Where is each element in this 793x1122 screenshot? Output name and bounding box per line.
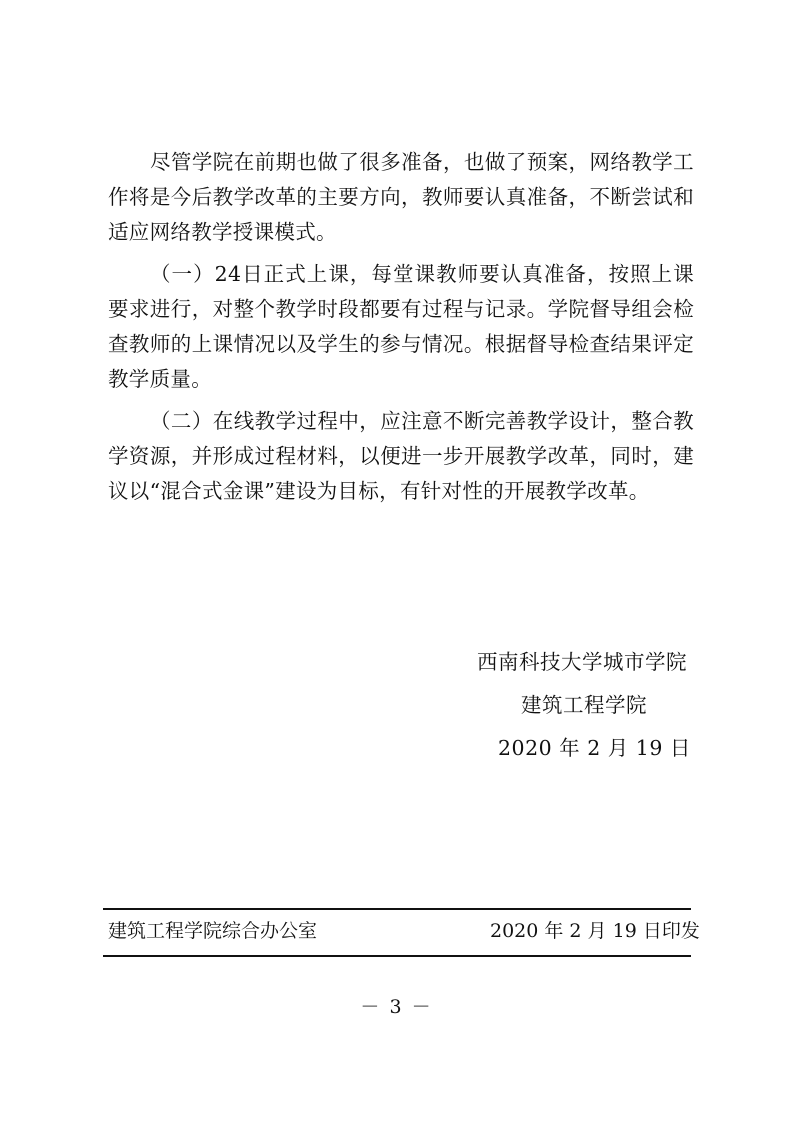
footer-office: 建筑工程学院综合办公室 bbox=[108, 920, 318, 942]
signature-department: 建筑工程学院 bbox=[521, 693, 647, 717]
footer-bottom-rule bbox=[103, 955, 691, 957]
paragraph-item-2: （二）在线教学过程中，应注意不断完善教学设计，整合教学资源，并形成过程材料，以便进一步开展教学改革，同时，建议以“混合式金课”建设为目标，有针对性的开展教学改革。 bbox=[108, 409, 694, 503]
document-body bbox=[108, 145, 694, 516]
signature-date: 2020 年 2 月 19 日 bbox=[498, 736, 691, 760]
paragraph-intro: 尽管学院在前期也做了很多准备，也做了预案，网络教学工作将是今后教学改革的主要方向，教师要认真准备，不断尝试和适应网络教学授课模式。 bbox=[108, 150, 694, 244]
footer-issued-date: 2020 年 2 月 19 日印发 bbox=[490, 920, 700, 942]
paragraph-item-1: （一）24日正式上课，每堂课教师要认真准备，按照上课要求进行，对整个教学时段都要有过程与记录。学院督导组会检查教师的上课情况以及学生的参与情况。根据督导检查结果评定教学质量。 bbox=[108, 262, 694, 391]
signature-university: 西南科技大学城市学院 bbox=[477, 650, 687, 674]
page-number: － 3 － bbox=[360, 996, 433, 1018]
footer-top-rule bbox=[103, 908, 691, 910]
